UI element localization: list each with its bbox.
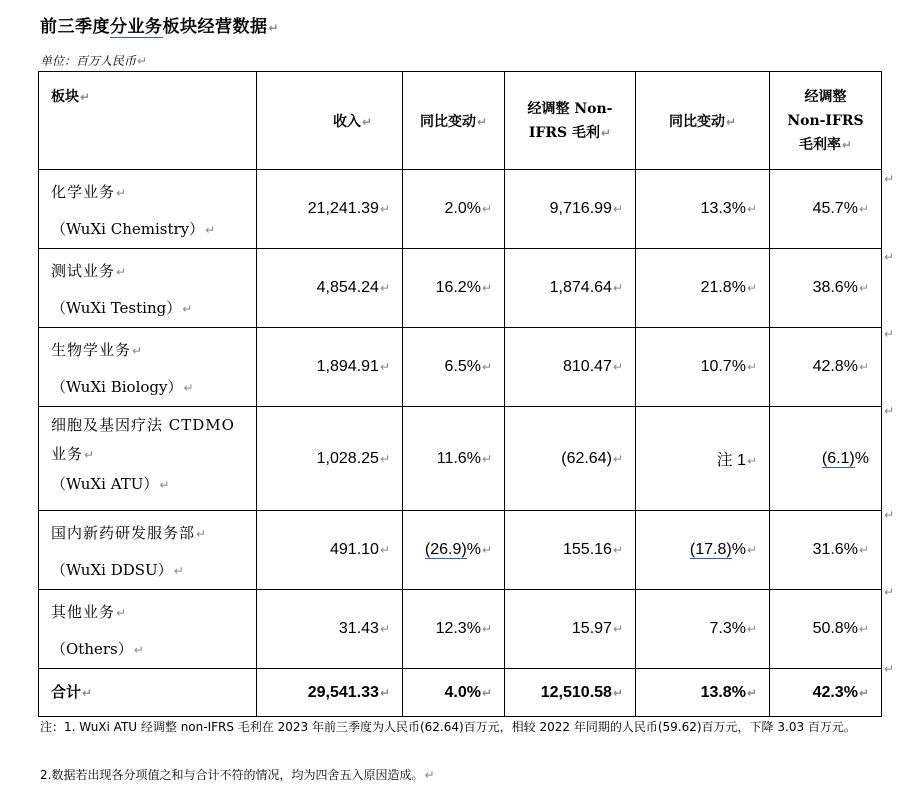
yoy-revenue-cell: 2.0%↵ (403, 170, 505, 249)
header-yoy-revenue: 同比变动↵ (403, 72, 505, 170)
table-row (39, 170, 882, 249)
table-row (39, 590, 882, 669)
gross-margin-cell: 38.6%↵ (770, 249, 882, 328)
yoy-revenue-cell: 6.5%↵ (403, 328, 505, 407)
unit-label: 单位：百万人民币↵ (40, 54, 148, 68)
total-gross-margin: 42.3%↵ (770, 669, 882, 717)
footnote-2: 2.数据若出现各分项值之和与合计不符的情况，均为四舍五入原因造成。↵ (40, 768, 435, 782)
revenue-cell: 31.43↵ (257, 590, 403, 669)
segment-name: 国内新药研发服务部↵ （WuXi DDSU）↵ (39, 511, 257, 590)
gross-margin-cell: 50.8%↵ (770, 590, 882, 669)
total-yoy-revenue: 4.0%↵ (403, 669, 505, 717)
segment-name: 化学业务↵ （WuXi Chemistry）↵ (39, 170, 257, 249)
total-revenue: 29,541.33↵ (257, 669, 403, 717)
yoy-gross-profit-cell: 10.7%↵ (636, 328, 770, 407)
row-end-mark: ↵ (884, 250, 895, 264)
yoy-revenue-cell: (26.9)%↵ (403, 511, 505, 590)
total-label: 合计↵ (39, 669, 257, 717)
table-header-row (39, 72, 882, 170)
row-end-mark: ↵ (884, 172, 895, 186)
table-row (39, 511, 882, 590)
gross-margin-cell: 45.7%↵ (770, 170, 882, 249)
header-gross-margin: 经调整 Non-IFRS 毛利率↵ (770, 72, 882, 170)
revenue-cell: 21,241.39↵ (257, 170, 403, 249)
gross-profit-cell: 1,874.64↵ (505, 249, 636, 328)
row-end-mark: ↵ (884, 404, 895, 418)
gross-margin-cell: 42.8%↵ (770, 328, 882, 407)
yoy-revenue-cell: 12.3%↵ (403, 590, 505, 669)
revenue-cell: 1,894.91↵ (257, 328, 403, 407)
gross-profit-cell: 9,716.99↵ (505, 170, 636, 249)
gross-margin-cell: (6.1)% (770, 407, 882, 511)
table-row (39, 407, 882, 511)
table-total-row (39, 669, 882, 717)
row-end-mark: ↵ (884, 662, 895, 676)
segment-name: 生物学业务↵ （WuXi Biology）↵ (39, 328, 257, 407)
table-row (39, 328, 882, 407)
gross-margin-cell: 31.6%↵ (770, 511, 882, 590)
row-end-mark: ↵ (884, 327, 895, 341)
yoy-gross-profit-cell: 21.8%↵ (636, 249, 770, 328)
header-yoy-gross-profit: 同比变动↵ (636, 72, 770, 170)
footnote-1: 注：1. WuXi ATU 经调整 non-IFRS 毛利在 2023 年前三季度为人民币(62.64)百万元，相较 2022 年同期的人民币(59.62)百万元，下降 3.03 百万元。 (40, 720, 856, 734)
segment-name: 其他业务↵ （Others）↵ (39, 590, 257, 669)
gross-profit-cell: 15.97↵ (505, 590, 636, 669)
row-end-mark: ↵ (884, 585, 895, 599)
revenue-cell: 1,028.25↵ (257, 407, 403, 511)
yoy-gross-profit-cell: 注 1↵ (636, 407, 770, 511)
row-end-mark: ↵ (884, 508, 895, 522)
header-gross-profit: 经调整 Non- IFRS 毛利↵ (505, 72, 636, 170)
header-segment: 板块↵ (39, 72, 257, 170)
revenue-cell: 4,854.24↵ (257, 249, 403, 328)
yoy-gross-profit-cell: (17.8)%↵ (636, 511, 770, 590)
segment-table (38, 71, 882, 717)
yoy-revenue-cell: 11.6%↵ (403, 407, 505, 511)
yoy-revenue-cell: 16.2%↵ (403, 249, 505, 328)
revenue-cell: 491.10↵ (257, 511, 403, 590)
yoy-gross-profit-cell: 13.3%↵ (636, 170, 770, 249)
gross-profit-cell: (62.64)↵ (505, 407, 636, 511)
document-title: 前三季度分业务板块经营数据↵ (40, 17, 280, 37)
total-gross-profit: 12,510.58↵ (505, 669, 636, 717)
gross-profit-cell: 810.47↵ (505, 328, 636, 407)
segment-name: 测试业务↵ （WuXi Testing）↵ (39, 249, 257, 328)
yoy-gross-profit-cell: 7.3%↵ (636, 590, 770, 669)
table-row (39, 249, 882, 328)
segment-name: 细胞及基因疗法 CTDMO 业务↵ （WuXi ATU）↵ (39, 407, 257, 511)
total-yoy-gross-profit: 13.8%↵ (636, 669, 770, 717)
gross-profit-cell: 155.16↵ (505, 511, 636, 590)
header-revenue: 收入↵ (257, 72, 403, 170)
